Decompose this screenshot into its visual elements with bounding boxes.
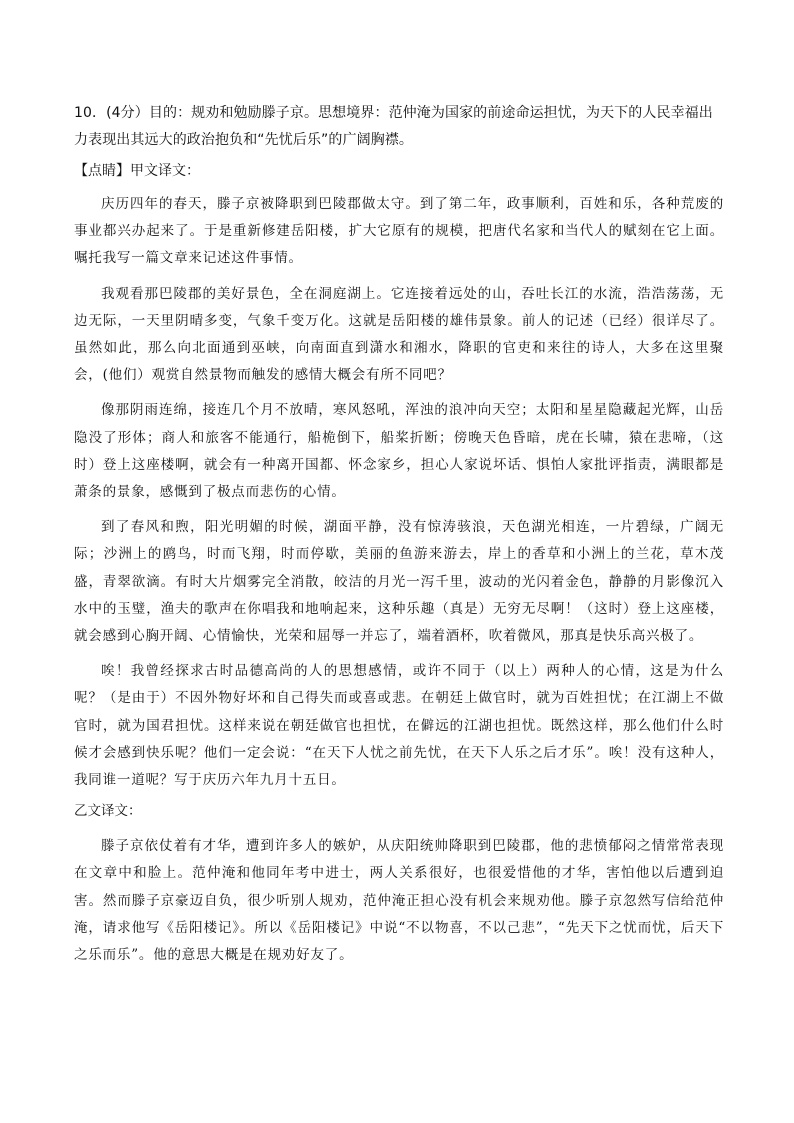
yi-translation-label: 乙文译文： bbox=[74, 803, 142, 820]
document-content bbox=[74, 100, 724, 969]
yi-paragraph-1: 滕子京依仗着有才华，遭到许多人的嫉妒，从庆阳统帅降职到巴陵郡，他的悲愤郁闷之情常常表现在文章中和脸上。范仲淹和他同年考中进士，两人关系很好，也很爱惜他的才华，害怕他以后遭到迫害。然而滕子京豪迈自负，很少听别人规劝，范仲淹正担心没有机会来规劝他。滕子京忽然写信给范仲淹，请求他写《岳阳楼记》。所以《岳阳楼记》中说“不以物喜，不以己悲”，“先天下之忧而忧，后天下之乐而乐”。他的意思大概是在规劝好友了。 bbox=[74, 838, 724, 964]
jia-paragraph-3: 像那阴雨连绵，接连几个月不放晴，寒风怒吼，浑浊的浪冲向天空；太阳和星星隐藏起光辉，山岳隐没了形体；商人和旅客不能通行，船桅倒下，船桨折断；傍晚天色昏暗，虎在长啸，猿在悲啼，（这时）登上这座楼啊，就会有一种离开国都、怀念家乡，担心人家说坏话、惧怕人家批评指责，满眼都是萧条的景象，感慨到了极点而悲伤的心情。 bbox=[74, 402, 724, 501]
jia-paragraph-4: 到了春风和煦，阳光明媚的时候，湖面平静，没有惊涛骇浪，天色湖光相连，一片碧绿，广阔无际；沙洲上的鸥鸟，时而飞翔，时而停歇，美丽的鱼游来游去，岸上的香草和小洲上的兰花，草木茂盛，青翠欲滴。有时大片烟雾完全消散，皎洁的月光一泻千里，波动的光闪着金色，静静的月影像沉入水中的玉璧，渔夫的歌声在你唱我和地响起来，这种乐趣（真是）无穷无尽啊！（这时）登上这座楼，就会感到心胸开阔、心情愉快，光荣和屈辱一并忘了，端着酒杯，吹着微风，那真是快乐高兴极了。 bbox=[74, 519, 724, 645]
jia-paragraph-5: 唉！我曾经探求古时品德高尚的人的思想感情，或许不同于（以上）两种人的心情，这是为什么呢？（是由于）不因外物好坏和自己得失而或喜或悲。在朝廷上做官时，就为百姓担忧；在江湖上不做官时，就为国君担忧。这样来说在朝廷做官也担忧，在僻远的江湖也担忧。既然这样，那么他们什么时候才会感到快乐呢？他们一定会说：“在天下人忧之前先忧，在天下人乐之后才乐”。唉！没有这种人，我同谁一道呢？写于庆历六年九月十五日。 bbox=[74, 663, 724, 789]
comment-label: 【点睛】甲文译文： bbox=[74, 163, 200, 179]
jia-paragraph-2: 我观看那巴陵郡的美好景色，全在洞庭湖上。它连接着远处的山，吞吐长江的水流，浩浩荡荡，无边无际，一天里阴晴多变，气象千变万化。这就是岳阳楼的雄伟景象。前人的记述（已经）很详尽了。虽然如此，那么向北面通到巫峡，向南面直到潇水和湘水，降职的官吏和来往的诗人，大多在这里聚会，(他们）观赏自然景物而触发的感情大概会有所不同吧？ bbox=[74, 285, 724, 384]
jia-paragraph-1: 庆历四年的春天，滕子京被降职到巴陵郡做太守。到了第二年，政事顺利，百姓和乐，各种荒废的事业都兴办起来了。于是重新修建岳阳楼，扩大它原有的规模，把唐代名家和当代人的赋刻在它上面。嘱托我写一篇文章来记述这件事情。 bbox=[74, 196, 724, 267]
question-10-answer: 10．(4分）目的：规劝和勉励滕子京。思想境界：范仲淹为国家的前途命运担忧，为天下的人民幸福出力表现出其远大的政治抱负和“先忧后乐”的广阔胸襟。 bbox=[74, 105, 713, 148]
